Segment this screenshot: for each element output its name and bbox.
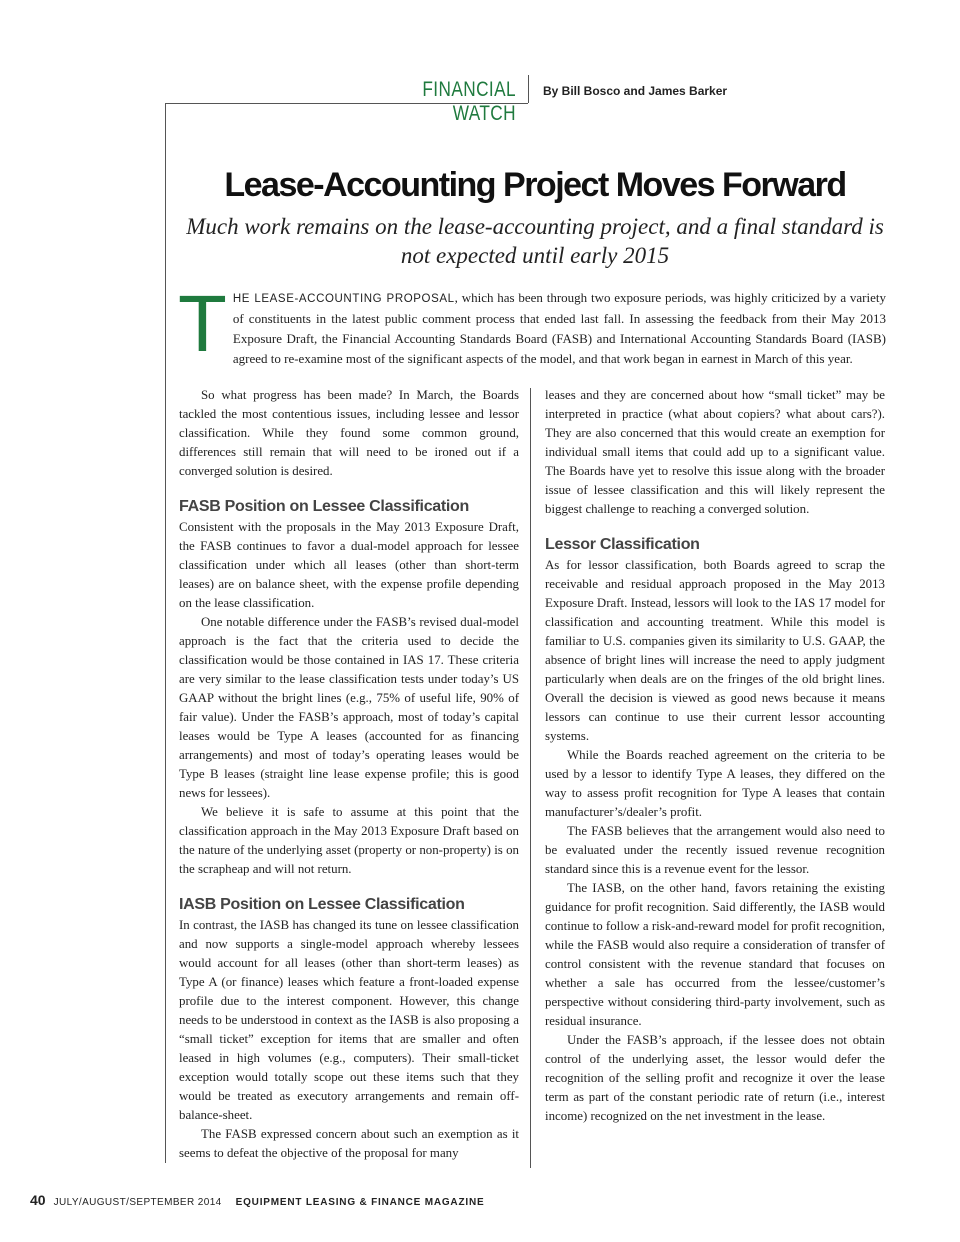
publication-name: EQUIPMENT LEASING & FINANCE MAGAZINE — [235, 1197, 485, 1208]
section-heading: IASB Position on Lessee Classification — [179, 896, 465, 913]
intro-text: , which has been through two exposure periods, was highly criticized by a variety of constituents in the latest public comment process that ended last fall. In assessing the feedback from their May 2013 Exposure Draft, the Financial Accounting Standards Board (FASB) and International Accounting Standards Board (IASB) agreed to re-examine most of the significant aspects of the model, and that work began in earnest in March of this year. — [232, 290, 886, 366]
body-paragraph: We believe it is safe to assume at this point that the classification approach in the May 2013 Exposure Draft based on the nature of the underlying asset (property or non-property) is on the scrapheap and will not return. — [179, 805, 519, 876]
body-paragraph: While the Boards reached agreement on the criteria to be used by a lessor to identify Type A leases, they differed on the way to assess profit recognition for Type A leases that contain manufacturer’s/dealer’s profit. — [545, 748, 885, 819]
article-subtitle: Much work remains on the lease-accounting project, and a final standard is not expected until early 2015 — [186, 214, 884, 268]
issue-date: JULY/AUGUST/SEPTEMBER 2014 — [53, 1197, 222, 1208]
section-heading: Lessor Classification — [545, 536, 700, 553]
right-column — [545, 386, 885, 1126]
body-paragraph: One notable difference under the FASB’s revised dual-model approach is the fact that the criteria used to decide the classification would be those contained in IAS 17. These criteria are very similar to the lease classification tests under today’s US GAAP without the bright lines (e.g., 75% of useful life, 90% of fair value). Under the FASB’s approach, most of today’s capital leases would be Type A leases (accounted for as financing arrangements) and most of today’s operating leases would be Type B leases (straight line lease expense profile; this is good news for lessees). — [179, 615, 519, 800]
body-paragraph: The FASB believes that the arrangement would also need to be evaluated under the recently issued revenue recognition standard since this is a revenue event for the lessor. — [545, 824, 885, 876]
body-paragraph: In contrast, the IASB has changed its tune on lessee classification and now supports a single-model approach whereby lessees would account for all leases (other than short-term leases) as Type A (or finance) leases which feature a front-loaded expense profile due to the interest component. However, this change needs to be understood in context as the IASB is also proposing a “small ticket” exception for items that are smaller and often leased in high volumes (e.g., computers). Their small-ticket exception would totally scope out these items such that they would be treated as executory arrangements and remain off-balance-sheet. — [179, 918, 519, 1122]
section-heading: FASB Position on Lessee Classification — [179, 498, 470, 515]
left-frame-rule — [165, 103, 166, 1163]
column-divider — [530, 388, 531, 1168]
left-column — [179, 386, 519, 1163]
body-paragraph: As for lessor classification, both Boards agreed to scrap the receivable and residual approach proposed in the May 2013 Exposure Draft. Instead, lessors will look to the IAS 17 model for classification and accounting treatment. While this model is familiar to U.S. companies given its similarity to U.S. GAAP, the absence of bright lines will increase the need to apply judgment particularly when deals are on the fringes of the old bright lines. Overall the decision is viewed as good news because it means lessors can continue to use their current lessor accounting systems. — [545, 558, 885, 743]
page-footer — [30, 1192, 630, 1208]
intro-paragraph — [178, 279, 886, 369]
page-number: 40 — [30, 1192, 46, 1208]
body-paragraph: So what progress has been made? In March, the Boards tackled the most contentious issues, including lessee and lessor classification. While they found some common ground, differences still remain that will need to be ironed out if a converged solution is desired. — [179, 388, 519, 478]
body-paragraph: leases and they are concerned about how “small ticket” may be interpreted in practice (what about copiers? what about cars?). They are also concerned that this would create an exemption for individual small items that could add up to a significant value. The Boards have yet to resolve this issue along with the broader issue of lessee classification and this will likely represent the biggest challenge to reaching a converged solution. — [545, 388, 885, 516]
body-paragraph: Consistent with the proposals in the May 2013 Exposure Draft, the FASB continues to favor a dual-model approach for lessee classification under which all leases (other than short-term leases) are on balance sheet, with the expense profile depending on the lease classification. — [179, 520, 519, 610]
lead-in-caps: HE LEASE-ACCOUNTING PROPOSAL — [232, 293, 455, 305]
body-paragraph: Under the FASB’s approach, if the lessee does not obtain control of the underlying asset, the lessor would defer the recognition of the selling profit and recognize it over the lease term as part of the constant periodic rate of return (i.e., interest income) recognized on the net investment in the lease. — [545, 1033, 885, 1123]
drop-cap: T — [178, 279, 227, 368]
section-label: FINANCIAL WATCH — [422, 78, 516, 125]
body-paragraph: The IASB, on the other hand, favors retaining the existing guidance for profit recognition. Said differently, the IASB would continue to follow a risk-and-reward model for profit recognition, while the FASB would also require a consideration of transfer of control consistent with the revenue standard that focuses on whether a sale has occurred from the lessee/customer’s perspective without considering third-party involvement, such as residual insurance. — [545, 881, 885, 1028]
header-divider — [528, 75, 529, 103]
body-paragraph: The FASB expressed concern about such an exemption as it seems to defeat the objective of the proposal for many — [179, 1127, 519, 1160]
article-title: Lease-Accounting Project Moves Forward — [224, 166, 846, 204]
byline: By Bill Bosco and James Barker — [543, 84, 728, 98]
